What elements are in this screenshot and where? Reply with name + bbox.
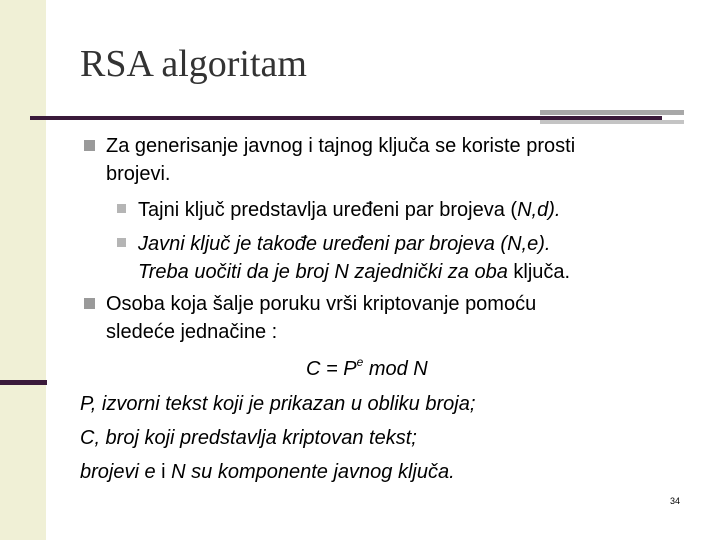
explanation-c: C, broj koji predstavlja kriptovan tekst; xyxy=(80,427,417,449)
sub-bullet-2-line-2-italic: Treba uočiti da je broj N zajednički za oba xyxy=(138,261,508,283)
left-accent-rule xyxy=(0,380,47,385)
sub-bullet-square-icon xyxy=(117,204,126,213)
explanation-p: P, izvorni tekst koji je prikazan u obliku broja; xyxy=(80,393,476,415)
bullet-square-icon xyxy=(84,298,95,309)
sub-bullet-2-line-1: Javni ključ je takođe uređeni par brojeva (N,e). xyxy=(138,233,551,255)
sub-bullet-2-line-2 xyxy=(138,258,570,286)
sub-bullet-2-line-2-suffix: ključa. xyxy=(507,261,571,283)
formula-exponent: e xyxy=(356,355,364,369)
sub-bullet-1-italic: N,d). xyxy=(517,199,561,221)
explanation-e-n xyxy=(80,458,455,486)
slide-title: RSA algoritam xyxy=(80,43,307,85)
sub-bullet-square-icon xyxy=(117,238,126,247)
sub-bullet-1-text xyxy=(138,196,560,224)
bullet-square-icon xyxy=(84,140,95,151)
page-number: 34 xyxy=(669,496,680,506)
bullet-2-line-2: sledeće jednačine : xyxy=(106,321,278,343)
formula-rhs: mod N xyxy=(363,358,428,380)
sub-bullet-1-prefix: Tajni ključ predstavlja uređeni par brojeva ( xyxy=(138,199,518,221)
encryption-formula xyxy=(306,355,428,383)
explanation-e-plain: i xyxy=(155,461,172,483)
explanation-e-rest: N su komponente javnog ključa. xyxy=(171,461,455,483)
formula-lhs: C = P xyxy=(306,358,357,380)
title-accent-bar-lower xyxy=(540,120,684,124)
explanation-e-italic: brojevi e xyxy=(80,461,156,483)
bullet-2-line-1: Osoba koja šalje poruku vrši kriptovanje pomoću xyxy=(106,293,537,315)
left-decorative-band xyxy=(0,0,46,540)
title-accent-bar xyxy=(540,110,684,115)
bullet-1-line-2: brojevi. xyxy=(106,163,171,185)
bullet-1-line-1: Za generisanje javnog i tajnog ključa se koriste prosti xyxy=(106,135,576,157)
